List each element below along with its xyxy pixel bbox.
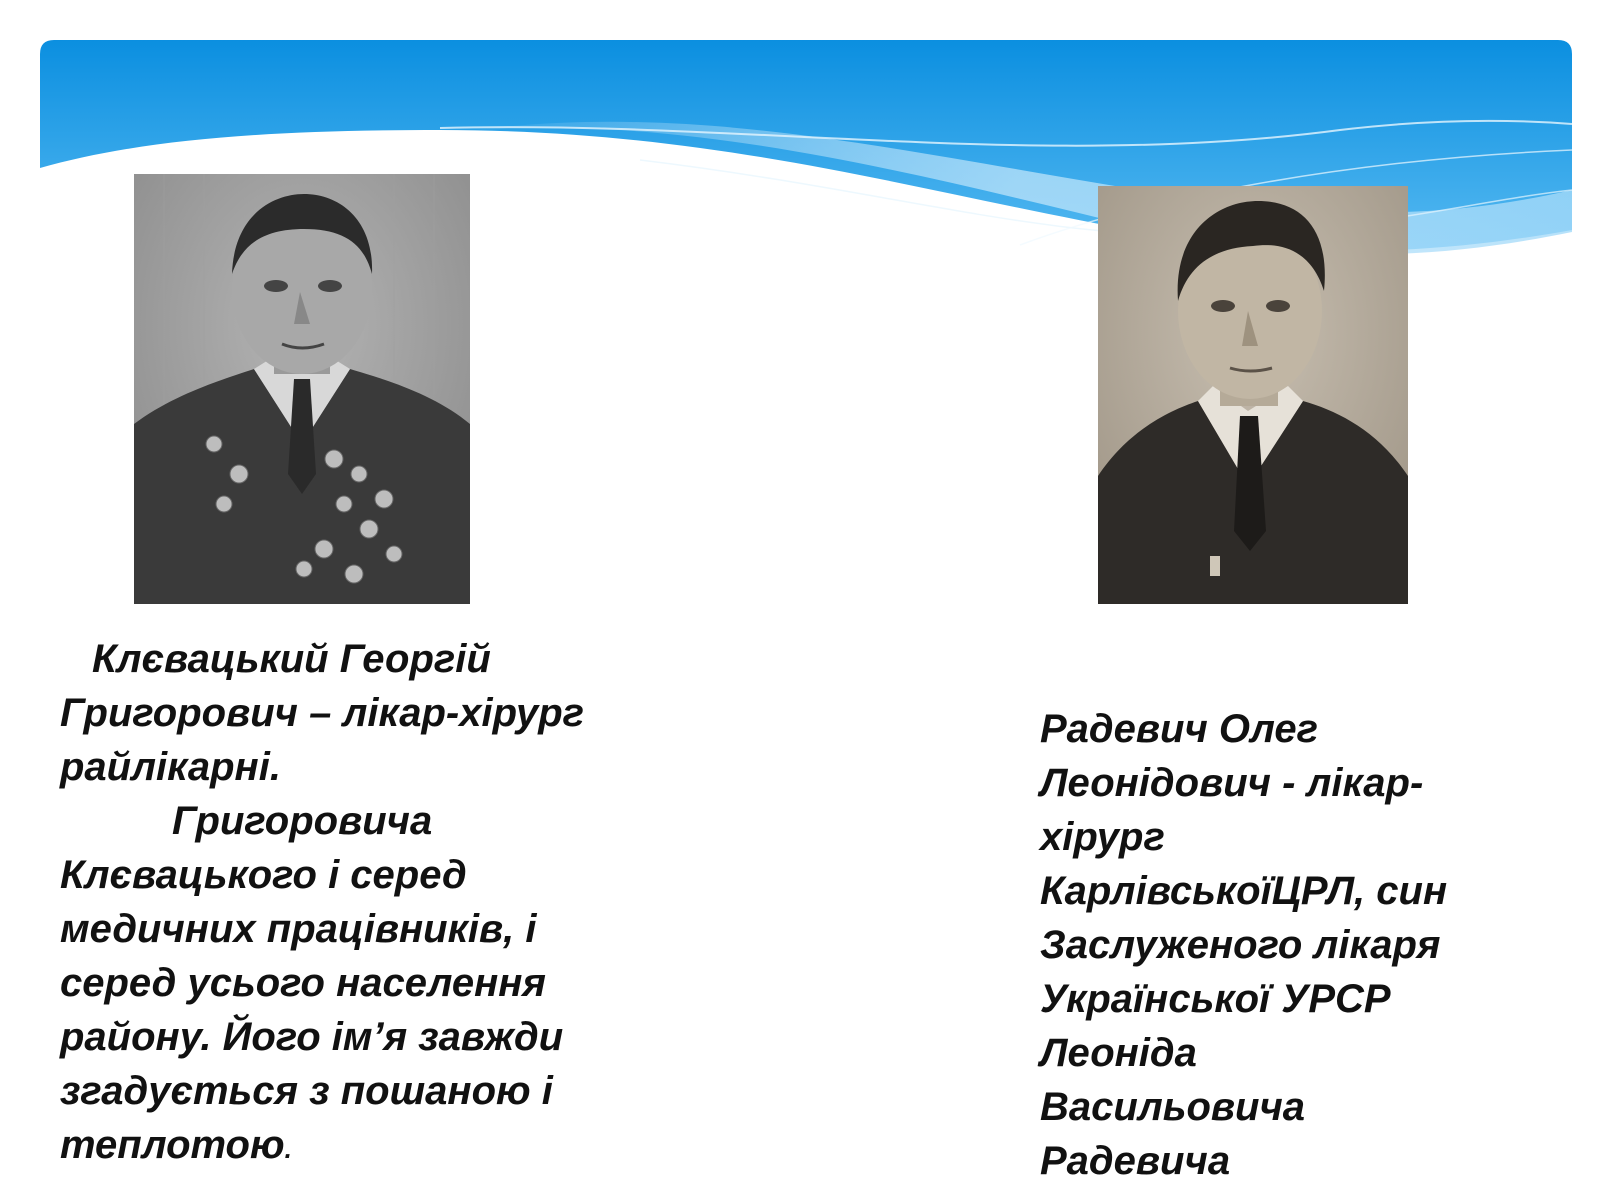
caption-right-line: КарлівськоїЦРЛ, син	[1040, 869, 1448, 913]
caption-left-line: серед усього населення	[60, 961, 546, 1005]
caption-left	[60, 632, 584, 1176]
caption-left-last-text: теплотою	[60, 1123, 285, 1167]
caption-left-line: району. Його ім’я завжди	[60, 1015, 564, 1059]
caption-left-line: медичних працівників, і	[60, 907, 537, 951]
caption-left-line: райлікарні.	[60, 745, 281, 789]
caption-right-line: Радевич Олег	[1040, 707, 1318, 751]
caption-right-line: Леонідович - лікар-	[1040, 761, 1424, 805]
caption-left-line-last	[60, 1118, 584, 1176]
caption-left-line: Клєвацького і серед	[60, 853, 467, 897]
caption-right-line: Васильовича	[1040, 1085, 1306, 1129]
portrait-photo-left	[134, 174, 470, 604]
caption-left-line: згадується з пошаною і	[60, 1069, 553, 1113]
caption-right-line: хірург	[1040, 815, 1165, 859]
portrait-photo-right	[1098, 186, 1408, 604]
caption-left-line: Григорович – лікар-хірург	[60, 691, 585, 735]
caption-right-line: Заслуженого лікаря	[1040, 923, 1441, 967]
caption-left-line: Клєвацький Георгій	[92, 637, 491, 681]
caption-left-line: Григоровича	[172, 799, 433, 843]
portrait-photo-man-in-suit-icon	[1098, 186, 1408, 604]
caption-right-line: Української УРСР	[1040, 977, 1391, 1021]
caption-right-line: Радевича	[1040, 1139, 1231, 1183]
caption-right	[1040, 702, 1447, 1188]
caption-left-end-mark: .	[284, 1134, 292, 1164]
caption-right-line: Леоніда	[1040, 1031, 1197, 1075]
portrait-photo-man-with-medals-icon	[134, 174, 470, 604]
